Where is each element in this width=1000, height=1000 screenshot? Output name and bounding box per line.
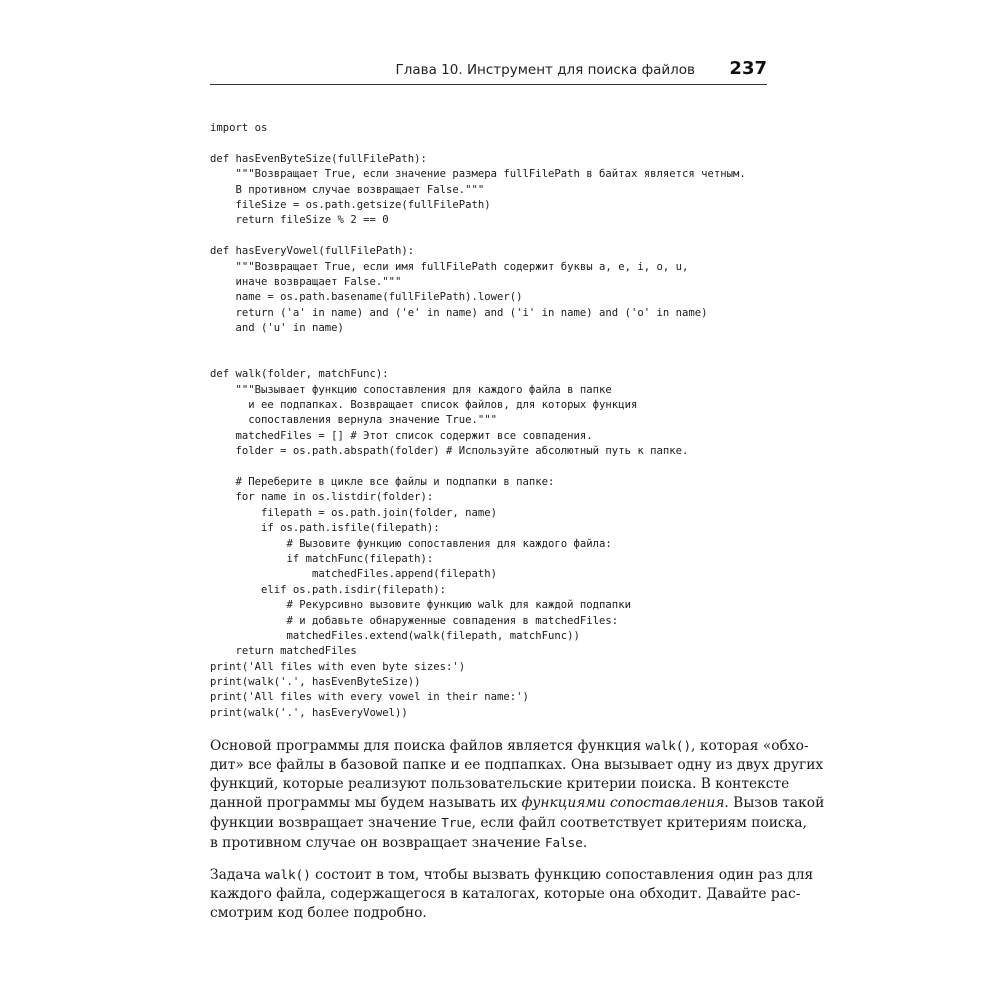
code-line: # Рекурсивно вызовите функцию walk для каждой подпапки [210, 599, 631, 612]
code-line: elif os.path.isdir(filepath): [210, 583, 446, 596]
code-line: def walk(folder, matchFunc): [210, 368, 389, 381]
text-line: смотрим код более подробно. [210, 905, 427, 921]
code-line: # Вызовите функцию сопоставления для каждого файла: [210, 537, 612, 550]
code-line [210, 136, 780, 151]
body-text [210, 736, 825, 935]
code-line: """Вызывает функцию сопоставления для каждого файла в папке [210, 383, 612, 396]
code-line: иначе возвращает False.""" [210, 275, 402, 288]
code-line: return fileSize % 2 == 0 [210, 214, 389, 227]
running-header [210, 60, 767, 85]
text-line: каждого файла, содержащегося в каталогах, которые она обходит. Давайте рас- [210, 886, 801, 902]
code-line: # Переберите в цикле все файлы и подпапки в папке: [210, 475, 555, 488]
text-line: в противном случае он возвращает значение False. [210, 835, 588, 851]
code-line: matchedFiles = [] # Этот список содержит все совпадения. [210, 429, 593, 442]
code-line: В противном случае возвращает False.""" [210, 183, 485, 196]
inline-code: walk() [645, 738, 692, 753]
code-line: и ее подпапках. Возвращает список файлов, для которых функция [210, 399, 638, 412]
paragraph-2 [210, 865, 814, 923]
text-line: дит» все файлы в базовой папке и ее подпапках. Она вызывает одну из двух других [210, 757, 824, 773]
code-line [210, 460, 780, 475]
text-line: Задача walk() состоит в том, чтобы вызвать функцию сопоставления один раз для [210, 867, 814, 883]
code-line: print(walk('.', hasEvenByteSize)) [210, 676, 421, 689]
chapter-title: Глава 10. Инструмент для поиска файлов [395, 62, 695, 78]
code-line: matchedFiles.extend(walk(filepath, matchFunc)) [210, 629, 580, 642]
code-line: return matchedFiles [210, 645, 357, 658]
text-line: функции возвращает значение True, если файл соответствует критериям поиска, [210, 815, 807, 831]
code-line: if os.path.isfile(filepath): [210, 522, 440, 535]
code-line: return ('a' in name) and ('e' in name) and ('i' in name) and ('o' in name) [210, 306, 708, 319]
text-line: функций, которые реализуют пользовательские критерии поиска. В контексте [210, 776, 790, 792]
code-listing [210, 121, 780, 721]
code-line: сопоставления вернула значение True.""" [210, 414, 498, 427]
code-line: import os [210, 122, 268, 134]
code-line: print(walk('.', hasEveryVowel)) [210, 706, 408, 719]
paragraph-1 [210, 736, 825, 853]
code-line: name = os.path.basename(fullFilePath).lower() [210, 291, 523, 304]
code-line: folder = os.path.abspath(folder) # Используйте абсолютный путь к папке. [210, 445, 689, 458]
code-line [210, 229, 780, 244]
code-line: for name in os.listdir(folder): [210, 491, 434, 504]
code-line: """Возвращает True, если значение размера fullFilePath в байтах является четным. [210, 168, 746, 181]
emphasis-term: функциями сопоставления [521, 795, 725, 811]
code-line [210, 352, 780, 367]
code-line [210, 336, 780, 351]
inline-code: walk() [265, 867, 311, 882]
code-line: matchedFiles.append(filepath) [210, 568, 498, 581]
inline-code: False [544, 835, 583, 850]
code-line: print('All files with every vowel in their name:') [210, 691, 529, 704]
code-line: def hasEveryVowel(fullFilePath): [210, 245, 415, 258]
code-line: if matchFunc(filepath): [210, 552, 434, 565]
code-line: def hasEvenByteSize(fullFilePath): [210, 152, 427, 165]
code-line: """Возвращает True, если имя fullFilePath содержит буквы a, e, i, o, u, [210, 260, 689, 273]
code-line: fileSize = os.path.getsize(fullFilePath) [210, 198, 491, 211]
text-line: Основой программы для поиска файлов является функция walk(), которая «обхо- [210, 738, 809, 754]
code-line: print('All files with even byte sizes:') [210, 660, 466, 673]
inline-code: True [441, 815, 472, 830]
text-line: данной программы мы будем называть их функциями сопоставления. Вызов такой [210, 795, 825, 811]
page-number: 237 [729, 58, 767, 79]
code-line: filepath = os.path.join(folder, name) [210, 506, 498, 519]
code-line: and ('u' in name) [210, 322, 344, 335]
code-line: # и добавьте обнаруженные совпадения в matchedFiles: [210, 614, 619, 627]
